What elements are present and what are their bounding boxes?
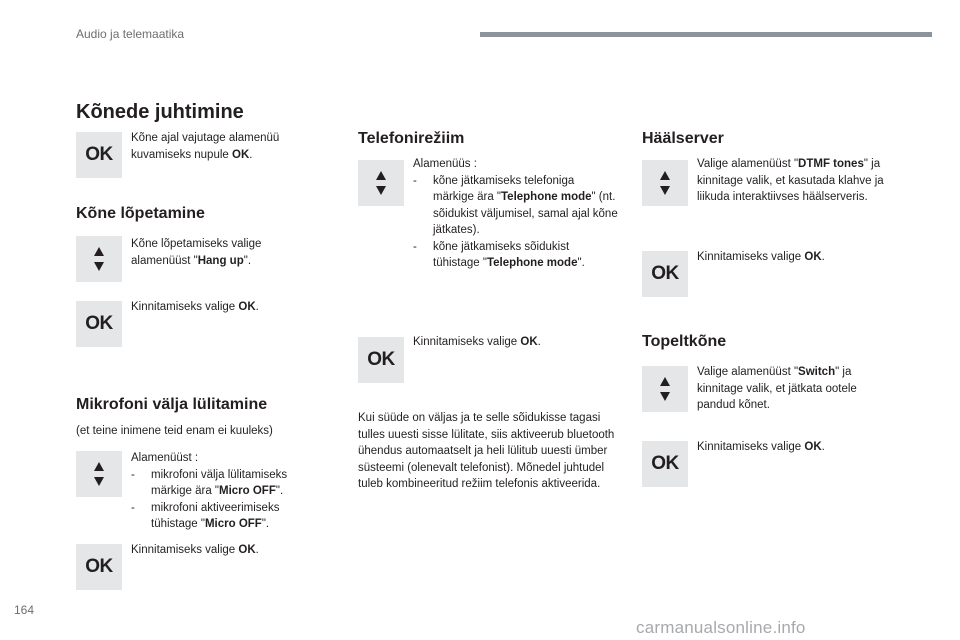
voice-server-confirm-text: Kinnitamiseks valige OK.	[697, 251, 825, 263]
section-title-voice-server: Häälserver	[642, 130, 724, 147]
up-down-arrows-icon	[76, 236, 122, 282]
ok-button-icon: OK	[76, 301, 122, 347]
section-title-phone-mode: Telefonirežiim	[358, 130, 465, 147]
phone-mode-paragraph: Kui süüde on väljas ja te selle sõidukisse tagasi tulles uuesti sisse lülitate, siis aktiveerub bluetooth ühendus automaatselt ja heli lülitub uuesti ümber süsteemi (olenevalt telefonist). Mõnedel juhtudel tuleb kombineeritud režiim telefonis aktiveerida.	[358, 412, 615, 490]
ok-button-icon: OK	[642, 251, 688, 297]
mic-submenu-text: Alamenüüst : - mikrofoni välja lülitamiseks märkige ära "Micro OFF". - mikrofoni aktiveerimiseks tühistage "Micro OFF".	[131, 450, 311, 533]
ok-button-icon	[76, 132, 122, 178]
phone-mode-submenu-text: Alamenüüs : - kõne jätkamiseks telefoniga märkige ära "Telephone mode" (nt. sõidukist väljumisel, samal ajal kõne jätkates). - kõne jätkamiseks sõidukist tühistage "Telephone mode".	[413, 156, 618, 272]
up-down-arrows-icon	[76, 451, 122, 497]
voice-server-step-text: Valige alamenüüst "DTMF tones" ja kinnitage valik, et kasutada klahve ja liikuda interaktiivses häälserveris.	[697, 158, 884, 203]
double-call-confirm-text: Kinnitamiseks valige OK.	[697, 441, 825, 453]
mic-list-item-2: - mikrofoni aktiveerimiseks tühistage "Micro OFF".	[131, 501, 280, 530]
intro-text: Kõne ajal vajutage alamenüü kuvamiseks nupule OK.	[131, 132, 280, 161]
ok-button-icon: OK	[642, 441, 688, 487]
phone-mode-list-item-2: - kõne jätkamiseks sõidukist tühistage "Telephone mode".	[413, 240, 585, 269]
phone-mode-list-item-1: - kõne jätkamiseks telefoniga märkige ära "Telephone mode" (nt. sõidukist väljumisel, samal ajal kõne jätkates).	[413, 174, 618, 236]
up-down-arrows-icon	[642, 160, 688, 206]
end-call-step-text: Kõne lõpetamiseks valige alamenüüst "Hang up".	[131, 238, 262, 267]
header-bar	[480, 32, 932, 37]
end-call-confirm-text: Kinnitamiseks valige OK.	[131, 301, 259, 313]
ok-label: OK	[85, 144, 113, 165]
up-down-arrows-icon	[358, 160, 404, 206]
header-title: Audio ja telemaatika	[76, 27, 185, 41]
section-title-double-call: Topeltkõne	[642, 333, 727, 350]
mic-note-text: (et teine inimene teid enam ei kuuleks)	[76, 425, 273, 437]
phone-mode-confirm-text: Kinnitamiseks valige OK.	[413, 336, 541, 348]
mic-confirm-text: Kinnitamiseks valige OK.	[131, 544, 259, 556]
ok-button-icon: OK	[76, 544, 122, 590]
ok-button-icon: OK	[358, 337, 404, 383]
mic-list-item-1: - mikrofoni välja lülitamiseks märkige ära "Micro OFF".	[131, 468, 288, 497]
section-title-mic-off: Mikrofoni välja lülitamine	[76, 396, 268, 413]
page-number: 164	[14, 603, 35, 617]
watermark: carmanualsonline.info	[636, 618, 806, 637]
up-down-arrows-icon	[642, 366, 688, 412]
section-title-end-call: Kõne lõpetamine	[76, 205, 205, 222]
double-call-step-text: Valige alamenüüst "Switch" ja kinnitage valik, et jätkata ootele pandud kõnet.	[697, 366, 857, 411]
section-title-call-management: Kõnede juhtimine	[76, 101, 244, 123]
